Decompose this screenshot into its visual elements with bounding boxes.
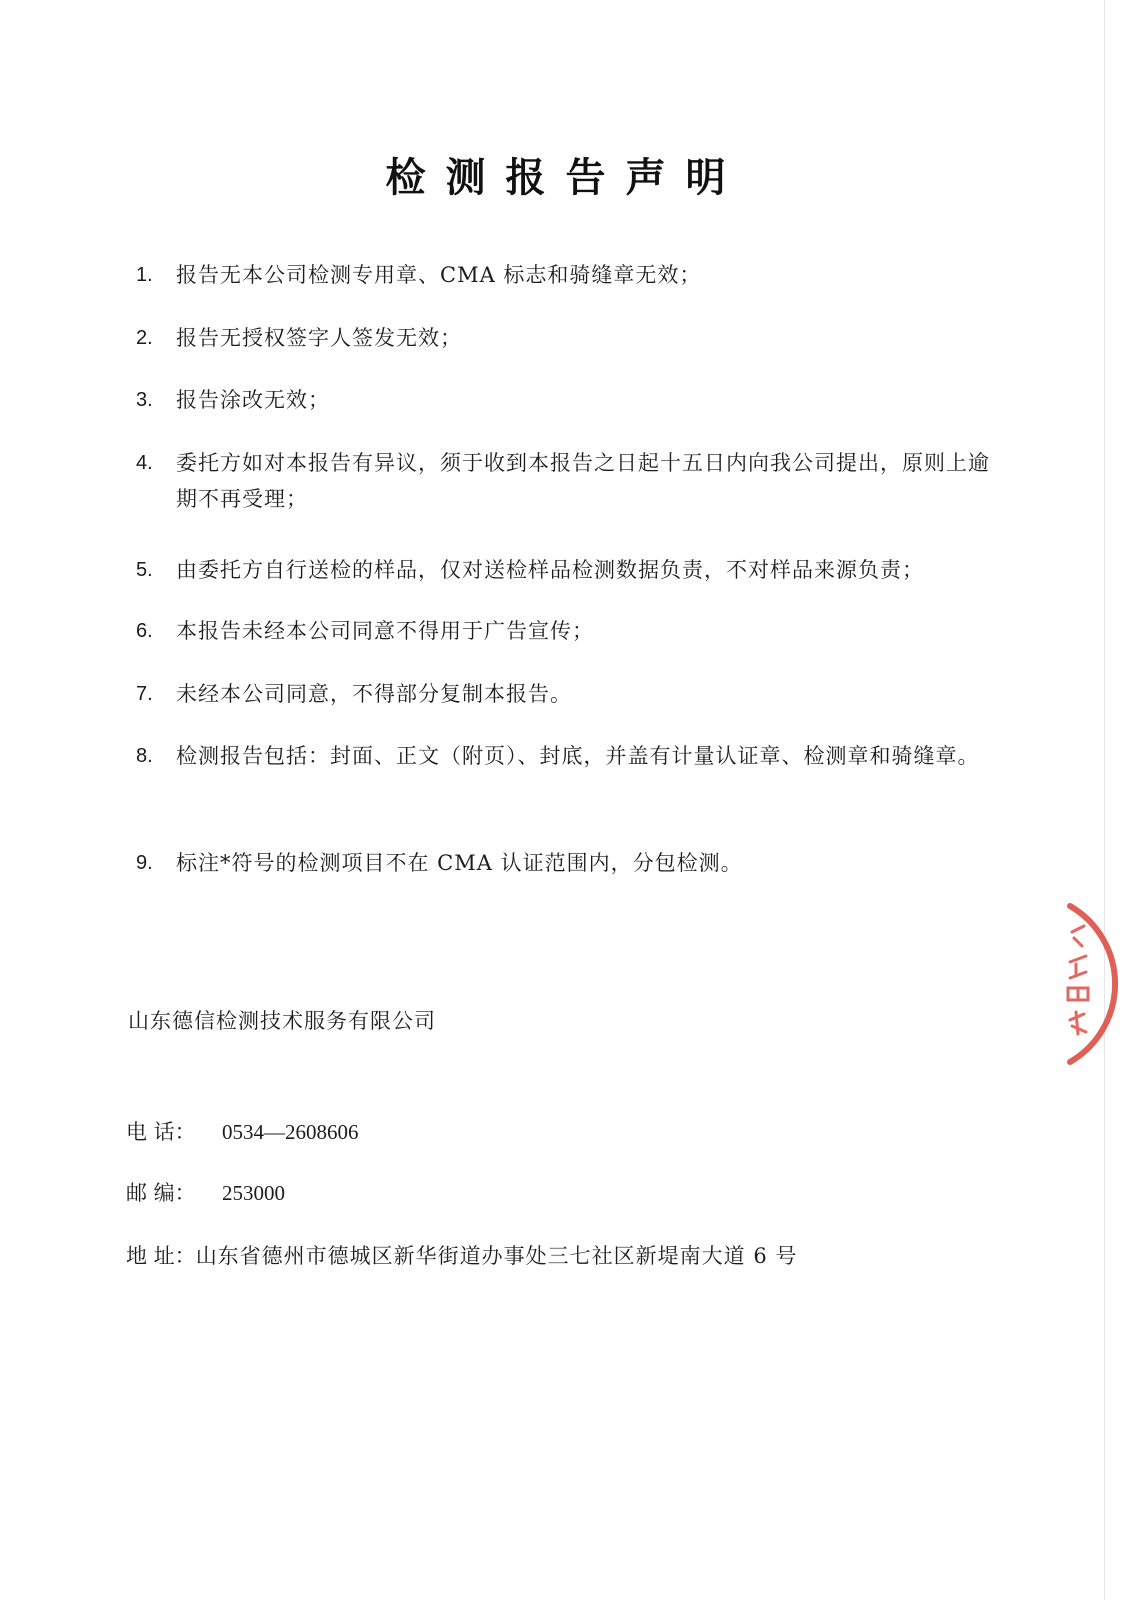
item-text: 报告涂改无效； bbox=[176, 388, 330, 412]
statement-item bbox=[136, 613, 996, 649]
item-text: 标注*符号的检测项目不在 CMA 认证范围内，分包检测。 bbox=[176, 851, 743, 875]
statement-item bbox=[136, 845, 996, 881]
statement-item bbox=[136, 552, 996, 588]
item-number: 6. bbox=[136, 620, 153, 642]
item-text: 委托方如对本报告有异议，须于收到本报告之日起十五日内向我公司提出，原则上逾期不再受理； bbox=[176, 451, 990, 511]
item-number: 8. bbox=[136, 745, 153, 767]
item-text: 报告无授权签字人签发无效； bbox=[176, 326, 462, 350]
address-label: 地 址： bbox=[126, 1244, 196, 1268]
page-title: 检测报告声明 bbox=[385, 155, 746, 201]
red-seal-stamp bbox=[1062, 902, 1131, 1066]
postcode-value: 253000 bbox=[222, 1181, 285, 1205]
item-text: 由委托方自行送检的样品，仅对送检样品检测数据负责，不对样品来源负责； bbox=[176, 558, 924, 582]
postcode-label: 邮 编： bbox=[126, 1181, 196, 1205]
statement-item bbox=[136, 445, 996, 517]
company-name: 山东德信检测技术服务有限公司 bbox=[128, 1009, 436, 1033]
item-number: 5. bbox=[136, 559, 153, 581]
item-text: 检测报告包括：封面、正文（附页）、封底，并盖有计量认证章、检测章和骑缝章。 bbox=[176, 744, 980, 768]
seal-graphic bbox=[1062, 902, 1131, 1066]
statement-item bbox=[136, 257, 996, 293]
statement-item bbox=[136, 320, 996, 356]
item-number: 1. bbox=[136, 264, 153, 286]
phone-label: 电 话： bbox=[126, 1120, 196, 1144]
item-text: 未经本公司同意，不得部分复制本报告。 bbox=[176, 682, 572, 706]
postcode-line bbox=[126, 1177, 285, 1207]
item-text: 报告无本公司检测专用章、CMA 标志和骑缝章无效； bbox=[176, 263, 702, 287]
item-text: 本报告未经本公司同意不得用于广告宣传； bbox=[176, 619, 594, 643]
address-line bbox=[126, 1240, 797, 1270]
statement-item bbox=[136, 676, 996, 712]
address-value: 山东省德州市德城区新华街道办事处三七社区新堤南大道 6 号 bbox=[195, 1244, 798, 1268]
item-number: 3. bbox=[136, 389, 153, 411]
phone-value: 0534—2608606 bbox=[222, 1120, 359, 1144]
statement-item bbox=[136, 738, 996, 774]
item-number: 2. bbox=[136, 327, 153, 349]
item-number: 7. bbox=[136, 683, 153, 705]
item-number: 4. bbox=[136, 452, 153, 474]
statement-item bbox=[136, 382, 996, 418]
phone-line bbox=[126, 1116, 359, 1146]
item-number: 9. bbox=[136, 852, 153, 874]
scan-edge-line bbox=[1104, 0, 1105, 1600]
